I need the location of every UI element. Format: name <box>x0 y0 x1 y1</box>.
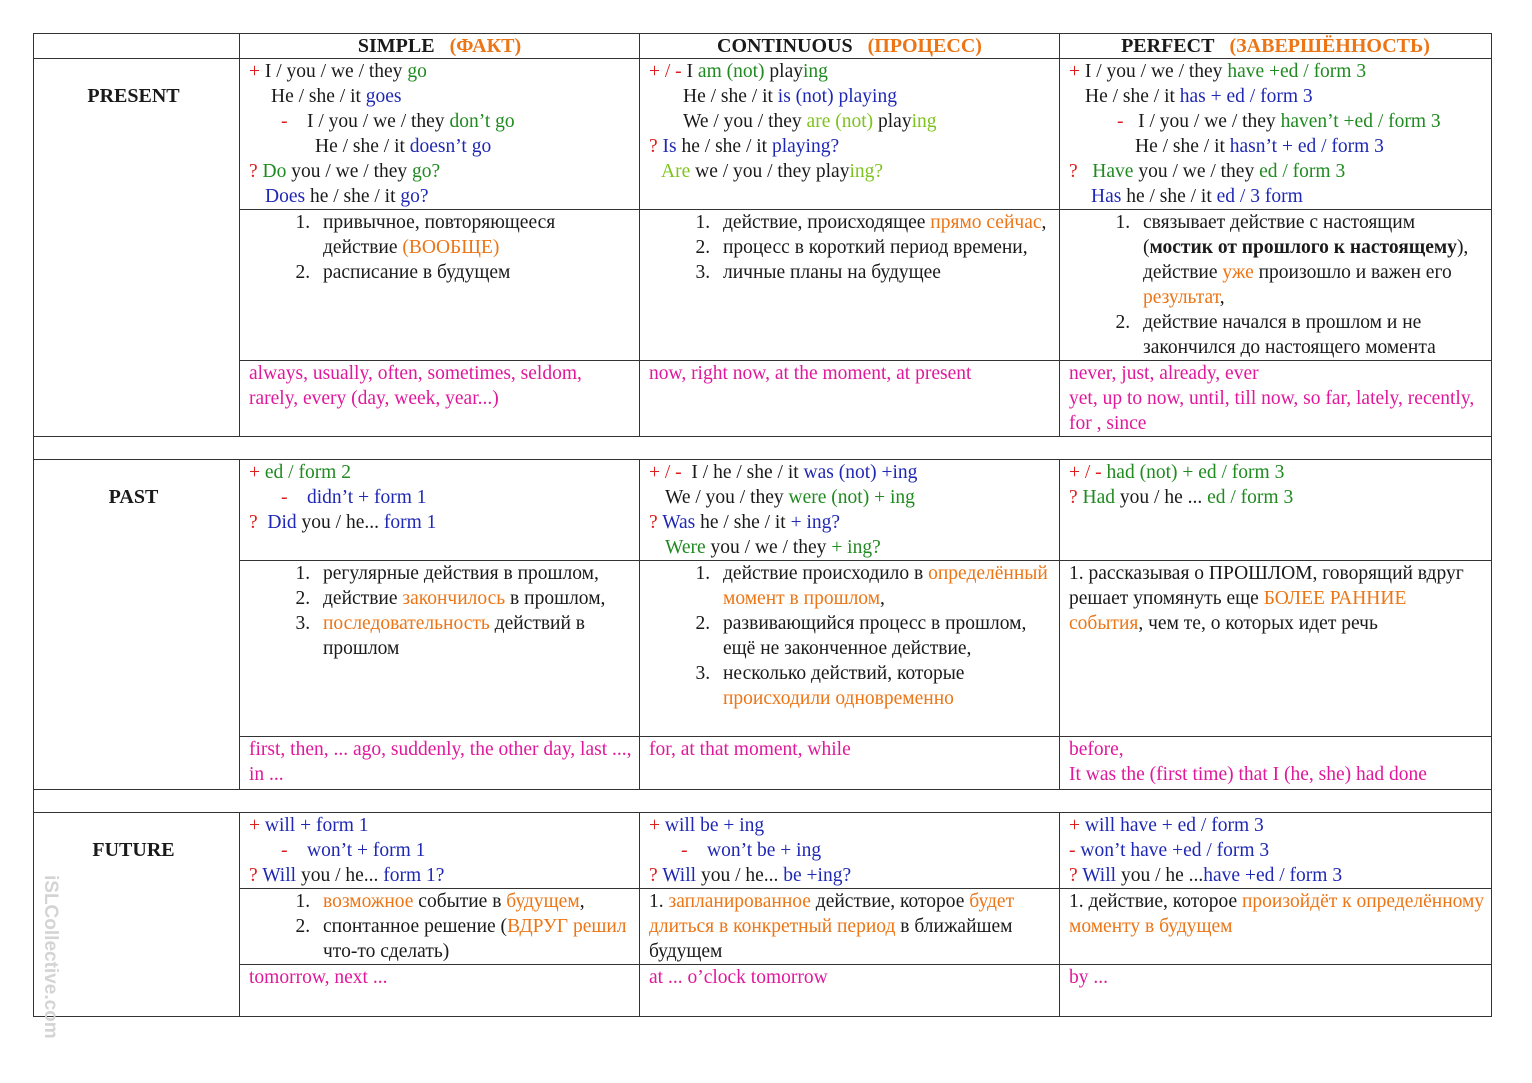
list-item: 2. спонтанное решение (ВДРУГ решил что-то сделать) <box>315 914 633 964</box>
corner-cell <box>34 34 240 59</box>
list-item: 3. несколько действий, которые происходили одновременно <box>715 661 1053 711</box>
present-simple-use <box>240 210 640 361</box>
watermark-text: iSLCollective.com <box>40 875 61 1039</box>
future-forms-row <box>34 813 1492 889</box>
list-item: 2. процесс в короткий период времени, <box>715 235 1053 260</box>
past-perfect-markers: before, It was the (first time) that I (he, she) had done <box>1060 737 1492 790</box>
past-simple-markers: first, then, ... ago, suddenly, the other day, last ..., in ... <box>240 737 640 790</box>
past-use-row <box>34 561 1492 737</box>
list-item: 2. действие закончилось в прошлом, <box>315 586 633 611</box>
past-perfect-forms: + / - had (not) + ed / form 3 ? Had you / he ... ed / form 3 <box>1060 460 1492 561</box>
list-item: 1. действие, происходящее прямо сейчас, <box>715 210 1053 235</box>
past-continuous-use <box>640 561 1060 737</box>
list-item: 1. привычное, повторяющееся действие (ВООБЩЕ) <box>315 210 633 260</box>
past-markers-row <box>34 737 1492 790</box>
present-forms-row <box>34 59 1492 210</box>
spacer-row <box>34 790 1492 813</box>
list-item: 2. действие начался в прошлом и не закончился до настоящего момента <box>1135 310 1485 360</box>
header-perfect: PERFECT (ЗАВЕРШЁННОСТЬ) <box>1060 34 1492 59</box>
present-continuous-use <box>640 210 1060 361</box>
present-use-row <box>34 210 1492 361</box>
header-row <box>34 34 1492 59</box>
future-perfect-markers: by ... <box>1060 965 1492 1017</box>
future-use-row <box>34 889 1492 965</box>
past-simple-use <box>240 561 640 737</box>
past-continuous-markers: for, at that moment, while <box>640 737 1060 790</box>
present-perfect-use <box>1060 210 1492 361</box>
past-simple-forms: + ed / form 2 - didn’t + form 1 ? Did you / he... form 1 <box>240 460 640 561</box>
list-item: 1. действие происходило в определённый момент в прошлом, <box>715 561 1053 611</box>
list-item: 1. возможное событие в будущем, <box>315 889 633 914</box>
row-label-past: PAST <box>34 460 240 790</box>
present-markers-row <box>34 361 1492 437</box>
future-continuous-use: 1. запланированное действие, которое будет длиться в конкретный период в ближайшем будущем <box>640 889 1060 965</box>
past-forms-row <box>34 460 1492 561</box>
row-label-present: PRESENT <box>34 59 240 437</box>
list-item: 3. последовательность действий в прошлом <box>315 611 633 661</box>
list-item: 1. связывает действие с настоящим (мостик от прошлого к настоящему), действие уже произошло и важен его результат, <box>1135 210 1485 310</box>
tenses-table <box>33 33 1492 1017</box>
future-continuous-forms: + will be + ing - won’t be + ing ? Will you / he... be +ing? <box>640 813 1060 889</box>
present-perfect-markers: never, just, already, ever yet, up to now, until, till now, so far, lately, recently, for , since <box>1060 361 1492 437</box>
present-simple-forms: + I / you / we / they go He / she / it goes - I / you / we / they don’t go He / she / it doesn’t go ? Do you / we / they go? Does he / she / it go? <box>240 59 640 210</box>
list-item: 3. личные планы на будущее <box>715 260 1053 285</box>
list-item: 2. развивающийся процесс в прошлом, ещё не законченное действие, <box>715 611 1053 661</box>
future-perfect-use: 1. действие, которое произойдёт к определённому моменту в будущем <box>1060 889 1492 965</box>
present-perfect-forms: + I / you / we / they have +ed / form 3 He / she / it has + ed / form 3 - I / you / we / they haven’t +ed / form 3 He / she / it hasn’t + ed / form 3 ? Have you / we / they ed / form 3 Has he / she / it ed / 3 form <box>1060 59 1492 210</box>
row-label-future: FUTURE <box>34 813 240 1017</box>
list-item: 2. расписание в будущем <box>315 260 633 285</box>
present-continuous-forms: + / - I am (not) playing He / she / it is (not) playing We / you / they are (not) playing ? Is he / she / it playing? Are we / you / they playing? <box>640 59 1060 210</box>
header-continuous: CONTINUOUS (ПРОЦЕСС) <box>640 34 1060 59</box>
future-markers-row <box>34 965 1492 1017</box>
list-item: 1. регулярные действия в прошлом, <box>315 561 633 586</box>
future-simple-markers: tomorrow, next ... <box>240 965 640 1017</box>
present-simple-markers: always, usually, often, sometimes, seldom, rarely, every (day, week, year...) <box>240 361 640 437</box>
present-continuous-markers: now, right now, at the moment, at present <box>640 361 1060 437</box>
future-perfect-forms: + will have + ed / form 3 - won’t have +ed / form 3 ? Will you / he ...have +ed / form 3 <box>1060 813 1492 889</box>
future-simple-use <box>240 889 640 965</box>
future-continuous-markers: at ... o’clock tomorrow <box>640 965 1060 1017</box>
future-simple-forms: + will + form 1 - won’t + form 1 ? Will you / he... form 1? <box>240 813 640 889</box>
watermark <box>18 875 61 1065</box>
past-continuous-forms: + / - I / he / she / it was (not) +ing We / you / they were (not) + ing ? Was he / she / it + ing? Were you / we / they + ing? <box>640 460 1060 561</box>
header-simple: SIMPLE (ФАКТ) <box>240 34 640 59</box>
past-perfect-use: 1. рассказывая о ПРОШЛОМ, говорящий вдруг решает упомянуть еще БОЛЕЕ РАННИЕ события, чем те, о которых идет речь <box>1060 561 1492 737</box>
spacer-row <box>34 437 1492 460</box>
